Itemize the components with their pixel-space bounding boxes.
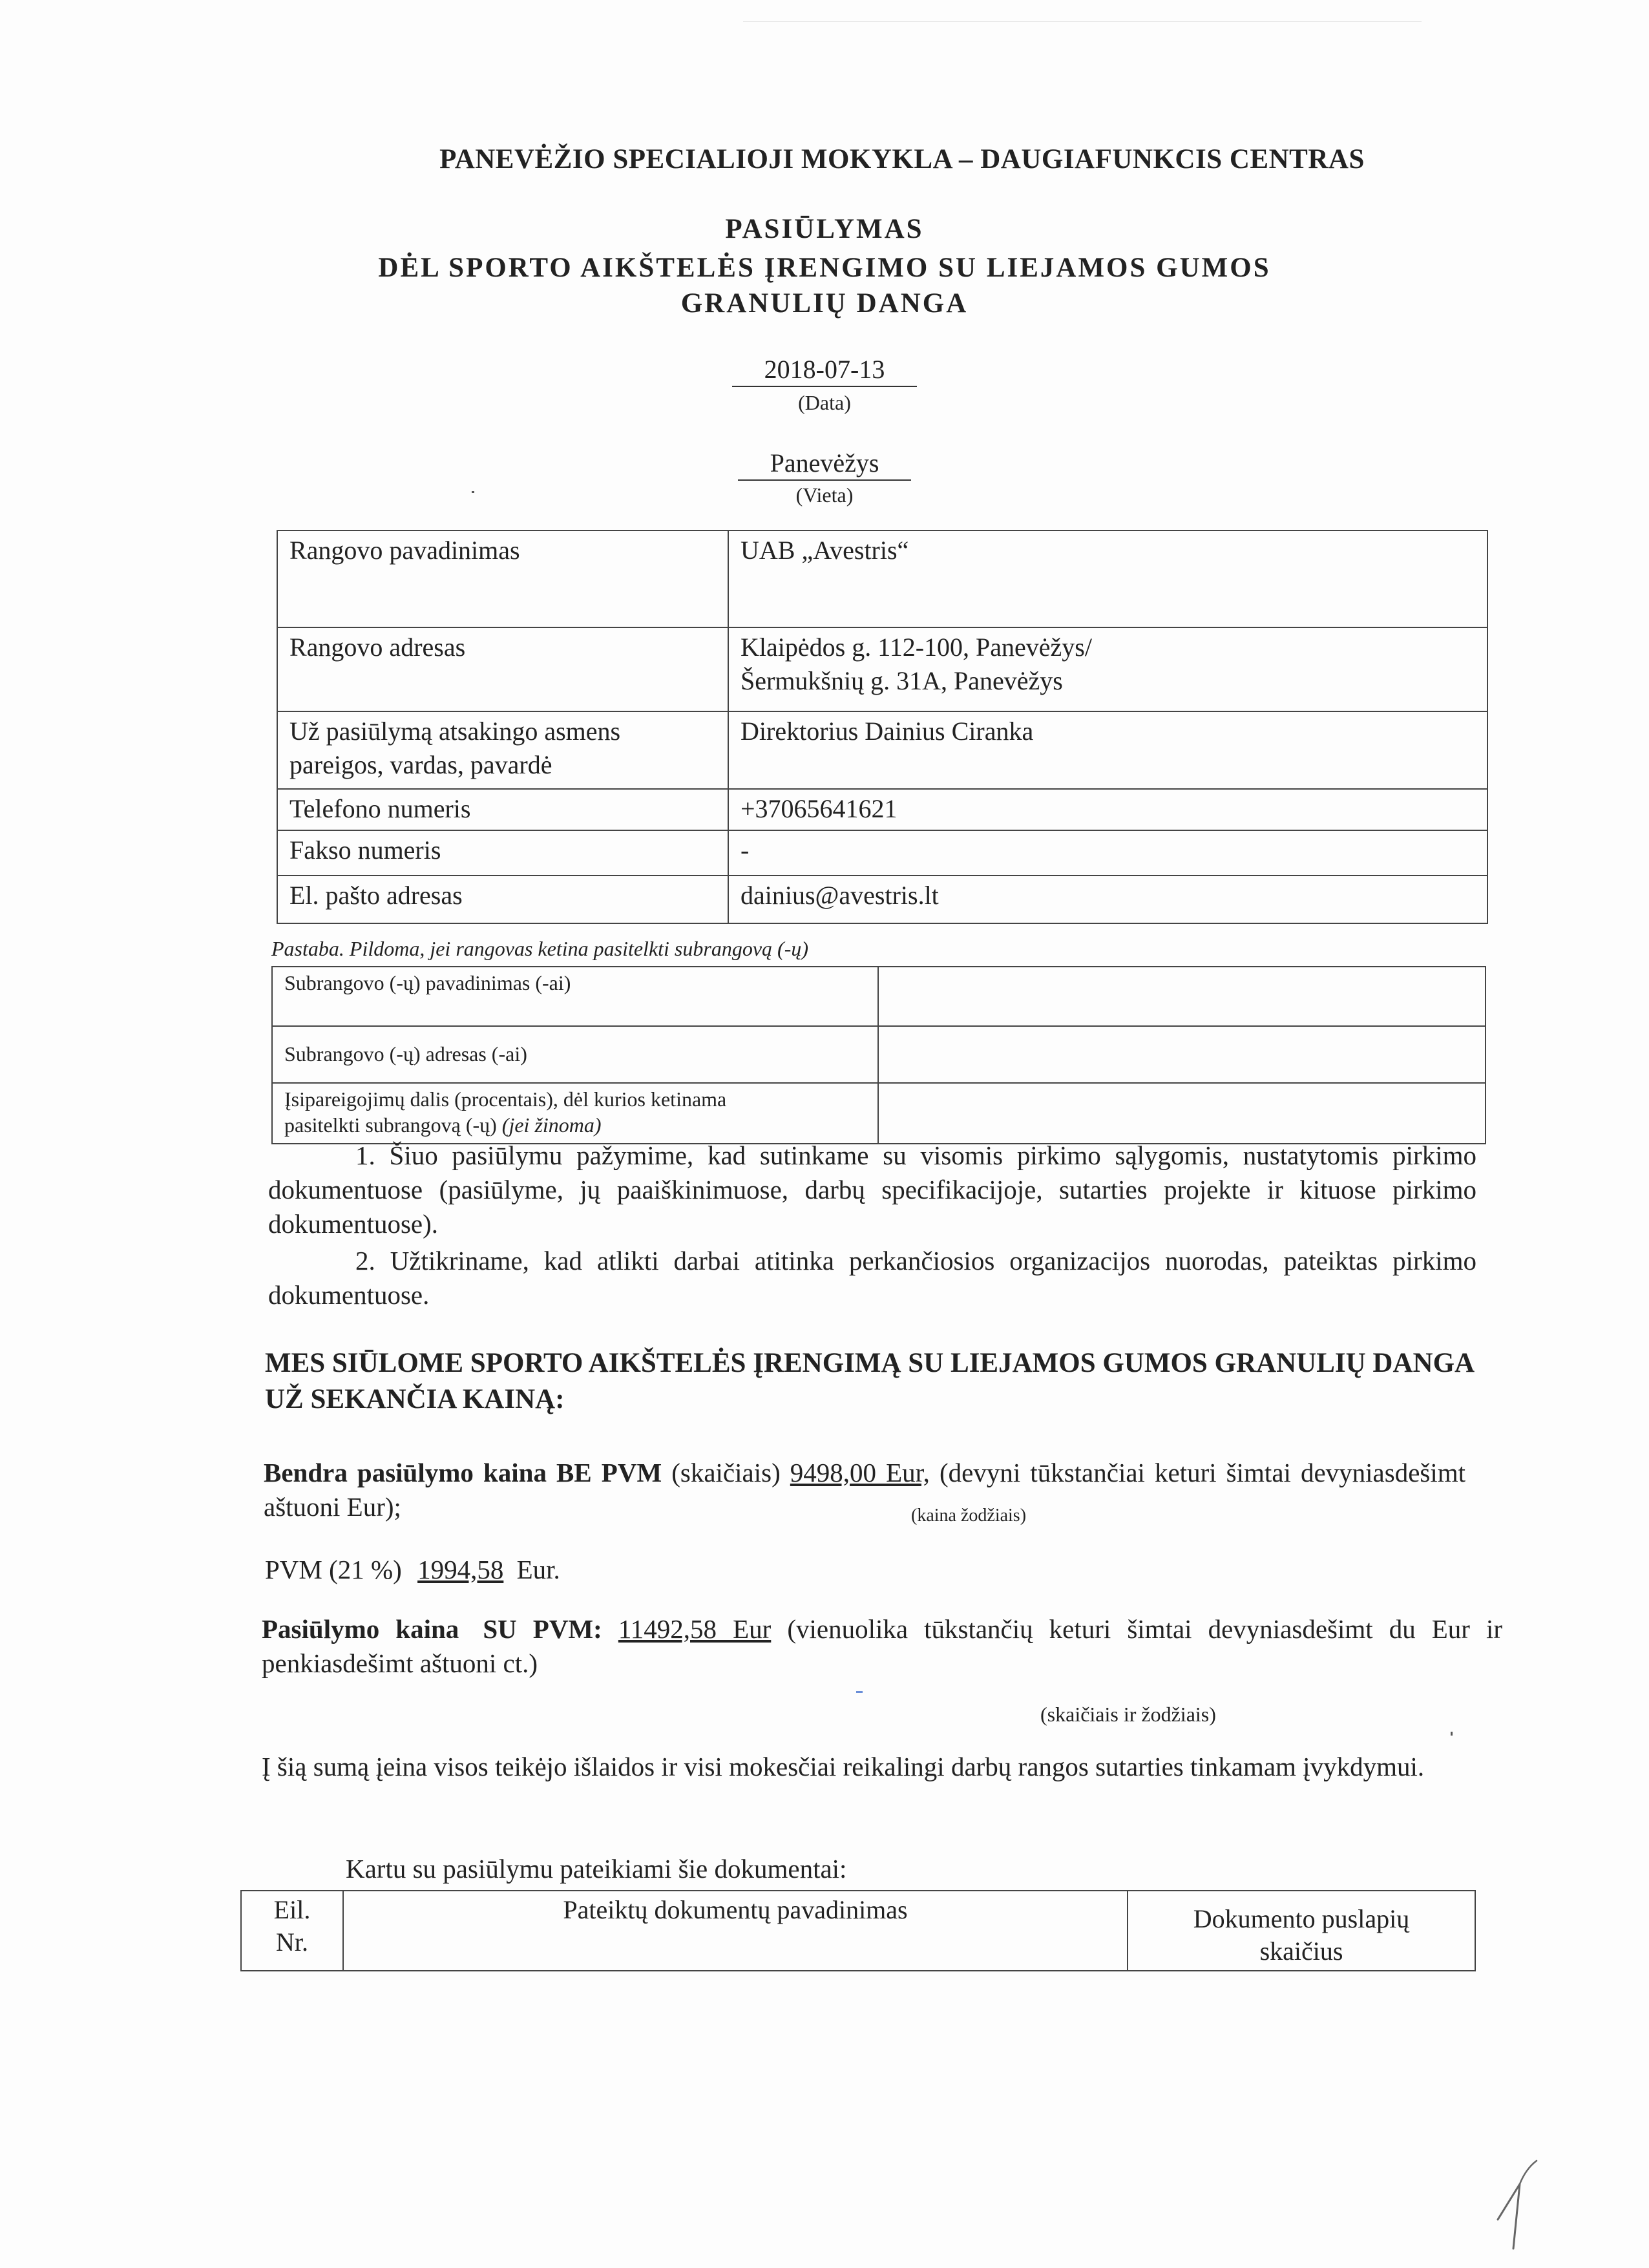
subcontractor-note: Pastaba. Pildoma, jei rangovas ketina pasitelkti subrangovą (-ų) (271, 937, 808, 960)
table-row (277, 711, 1487, 789)
price-no-vat-words: (devyni tūkstančiai keturi šimtai devyniasdešimt aštuoni Eur); (264, 1458, 1466, 1522)
table-cell-label: Fakso numeris (277, 830, 728, 876)
place-caption: (Vieta) (795, 483, 854, 507)
scan-speck (856, 1691, 863, 1693)
label-line-2: pareigos, vardas, pavardė (289, 750, 552, 779)
scan-speck (472, 491, 474, 493)
address-line-2: Šermukšnių g. 31A, Panevėžys (740, 666, 1063, 695)
vat-label: PVM (21 %) (265, 1555, 402, 1584)
table-cell-value (878, 1083, 1486, 1144)
label-line-1: Už pasiūlymą atsakingo asmens (289, 717, 621, 746)
documents-table (240, 1890, 1476, 1971)
price-no-vat-caption: (kaina žodžiais) (911, 1506, 1027, 1526)
table-cell-label: Telefono numeris (277, 789, 728, 830)
price-with-vat-label: Pasiūlymo kaina (262, 1614, 459, 1644)
table-cell-value (728, 627, 1487, 711)
date-value: 2018-07-13 (732, 354, 918, 387)
subcontractor-table (271, 966, 1486, 1144)
price-no-vat-paren: (skaičiais) (671, 1458, 781, 1487)
table-cell-value: dainius@avestris.lt (728, 876, 1487, 923)
table-cell-value (878, 1026, 1486, 1083)
document-title: PASIŪLYMAS (725, 214, 924, 244)
table-cell-value: Direktorius Dainius Ciranka (728, 711, 1487, 789)
table-row (277, 876, 1487, 923)
table-row (272, 1083, 1486, 1144)
date-caption: (Data) (798, 391, 851, 414)
handwritten-page-number (1486, 2158, 1551, 2255)
column-header-name: Pateiktų dokumentų pavadinimas (343, 1891, 1128, 1971)
table-cell-label: Subrangovo (-ų) adresas (-ai) (272, 1026, 878, 1083)
documents-intro: Kartu su pasiūlymu pateikiami šie dokumentai: (346, 1854, 847, 1884)
table-row (272, 967, 1486, 1026)
table-cell-value (878, 967, 1486, 1026)
address-line-1: Klaipėdos g. 112-100, Panevėžys/ (740, 633, 1092, 662)
paragraph-2: 2. Užtikriname, kad atlikti darbai atitinka perkančiosios organizacijos nuorodas, pateiktas pirkimo dokumentuose. (268, 1246, 1476, 1310)
table-cell-value: UAB „Avestris“ (728, 530, 1487, 627)
table-row (272, 1026, 1486, 1083)
column-header-pages: Dokumento puslapių skaičius (1128, 1891, 1475, 1971)
vat-line (265, 1554, 560, 1585)
table-cell-label: Rangovo pavadinimas (277, 530, 728, 627)
paragraph-1: 1. Šiuo pasiūlymu pažymime, kad sutinkame su visomis pirkimo sąlygomis, nustatytomis pirkimo dokumentuose (pasiūlyme, jų paaiškinimuose, darbų specifikacijoje, sutarties projekte ir kituose pirkimo dokumentuose). (268, 1140, 1476, 1239)
table-cell-value: +37065641621 (728, 789, 1487, 830)
scan-edge-line (743, 21, 1422, 22)
offer-heading: MES SIŪLOME SPORTO AIKŠTELĖS ĮRENGIMĄ SU LIEJAMOS GUMOS GRANULIŲ DANGA UŽ SEKANČIA KAINĄ: (265, 1348, 1473, 1414)
place-field (0, 448, 1649, 481)
vat-amount: 1994,58 (417, 1555, 504, 1584)
price-no-vat-label: Bendra pasiūlymo kaina BE PVM (264, 1458, 662, 1487)
school-name: PANEVĖŽIO SPECIALIOJI MOKYKLA – DAUGIAFUNKCIS CENTRAS (439, 144, 1365, 174)
table-header-row (241, 1891, 1475, 1971)
price-with-vat-amount: 11492,58 Eur (618, 1614, 772, 1644)
table-row (277, 627, 1487, 711)
label-line-1: Įsipareigojimų dalis (procentais), dėl kurios ketinama (284, 1087, 727, 1111)
table-cell-label: El. pašto adresas (277, 876, 728, 923)
column-header-number: Eil. Nr. (241, 1891, 343, 1971)
price-no-vat-amount: 9498,00 Eur, (790, 1458, 930, 1487)
table-cell-label: Subrangovo (-ų) pavadinimas (-ai) (272, 967, 878, 1026)
price-with-vat-caption: (skaičiais ir žodžiais) (1040, 1703, 1216, 1726)
price-no-vat-line (264, 1456, 1465, 1524)
table-row (277, 530, 1487, 627)
document-subtitle-line-2: GRANULIŲ DANGA (680, 288, 969, 319)
price-with-vat-line (262, 1612, 1502, 1681)
price-with-vat-words: (vienuolika tūkstančių keturi šimtai devyniasdešimt du Eur ir penkiasdešimt aštuoni ct.) (262, 1614, 1503, 1678)
label-line-2: pasitelkti subrangovą (-ų) (jei žinoma) (284, 1113, 602, 1137)
table-cell-label: Rangovo adresas (277, 627, 728, 711)
price-with-vat-label-2: SU PVM: (483, 1614, 602, 1644)
contractor-table (277, 530, 1488, 924)
table-cell-value: - (728, 830, 1487, 876)
includes-statement: Į šią sumą įeina visos teikėjo išlaidos ir visi mokesčiai reikalingi darbų rangos sutarties tinkamam įvykdymui. (262, 1752, 1425, 1781)
table-row (277, 789, 1487, 830)
document-subtitle-line-1: DĖL SPORTO AIKŠTELĖS ĮRENGIMO SU LIEJAMOS GUMOS (378, 253, 1271, 283)
place-value: Panevėžys (738, 448, 912, 481)
scan-speck (1451, 1732, 1453, 1736)
table-row (277, 830, 1487, 876)
table-cell-label (272, 1083, 878, 1144)
vat-unit: Eur. (516, 1555, 560, 1584)
date-field (0, 354, 1649, 387)
page-number-text (0, 0, 1, 1)
table-cell-label (277, 711, 728, 789)
